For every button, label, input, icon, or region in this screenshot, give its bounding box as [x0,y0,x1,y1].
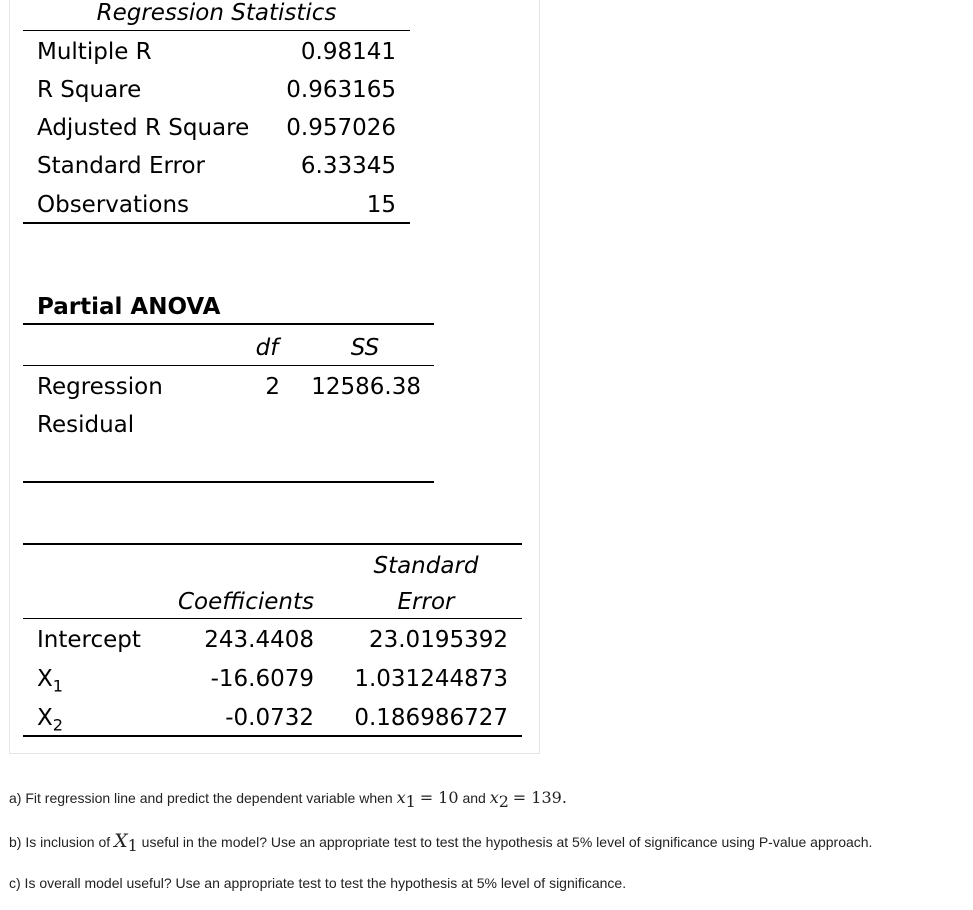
divider [23,543,522,545]
coef-header-se-line2: Error [397,589,455,615]
se-value-x1: 1.031244873 [354,666,508,692]
stat-value-multiple-r: 0.98141 [300,39,396,65]
stat-value-r-square: 0.963165 [286,77,396,103]
se-value-intercept: 23.0195392 [368,627,508,653]
coef-label-intercept: Intercept [37,627,141,653]
coef-value-x1: -16.6079 [210,666,314,692]
question-c: c) Is overall model useful? Use an appropriate test to test the hypothesis at 5% level of significance. [9,875,627,891]
coef-header-se-line1: Standard [373,553,479,579]
regression-statistics-title: Regression Statistics [96,0,337,26]
anova-header-df: df [255,335,279,361]
anova-label-regression: Regression [37,374,163,400]
divider [23,618,522,619]
question-b: b) Is inclusion of $X_1$ useful in the model? Use an appropriate test to test the hypothesis at 5% level of significance using P-value approach. [9,830,873,855]
stat-value-observations: 15 [366,192,396,218]
stat-label-multiple-r: Multiple R [37,39,152,65]
stat-label-r-square: R Square [37,77,142,103]
divider [23,735,522,737]
divider [23,323,434,325]
stat-value-adjusted-r-square: 0.957026 [286,115,396,141]
stat-label-standard-error: Standard Error [37,153,206,179]
anova-label-residual: Residual [37,412,135,438]
divider [23,222,410,224]
se-value-x2: 0.186986727 [354,705,508,731]
question-a: a) Fit regression line and predict the dependent variable when $x_1 = 10$ and $x_2 = 139$. [9,788,567,811]
coef-value-x2: -0.0732 [225,705,314,731]
stat-label-observations: Observations [37,192,190,218]
stat-value-standard-error: 6.33345 [300,153,396,179]
coef-label-x1: $X_1$ [37,666,64,696]
coef-header-coefficients: Coefficients [177,589,314,615]
coef-value-intercept: 243.4408 [204,627,314,653]
stat-label-adjusted-r-square: Adjusted R Square [37,115,250,141]
anova-regression-ss: 12586.38 [311,374,421,400]
divider [23,481,434,483]
divider [23,365,434,366]
anova-title: Partial ANOVA [37,294,221,320]
anova-regression-df: 2 [265,374,280,400]
anova-header-ss: SS [350,335,380,361]
divider [23,30,410,31]
coef-label-x2: $X_2$ [37,705,64,735]
